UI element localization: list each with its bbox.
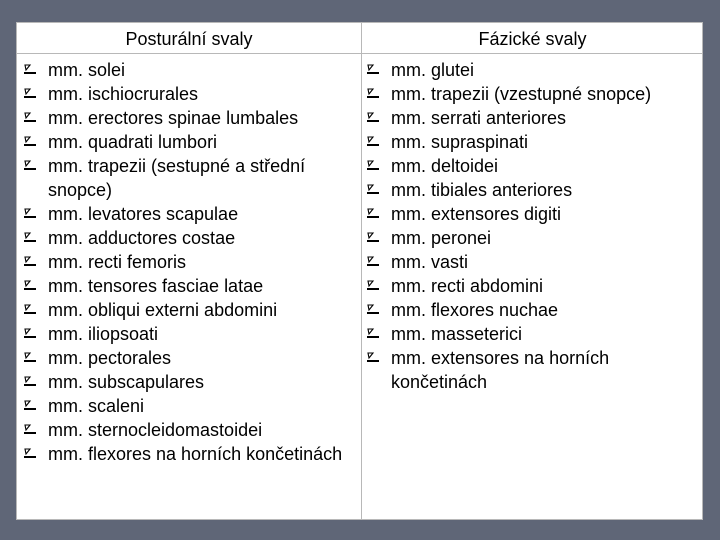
pen-dash-icon [23,328,37,340]
postural-muscle-item-text: mm. obliqui externi abdomini [48,300,278,320]
phasic-muscle-item [366,202,698,226]
postural-muscle-item [23,226,355,250]
postural-muscle-item-text: mm. trapezii (sestupné a střední snopce) [48,156,306,200]
postural-muscle-item-text: mm. adductores costae [48,228,236,248]
phasic-muscle-item-text: mm. vasti [391,252,469,272]
postural-muscle-item-text: mm. subscapulares [48,372,205,392]
postural-muscle-item [23,274,355,298]
phasic-muscle-item-text: mm. trapezii (vzestupné snopce) [391,84,652,104]
postural-muscle-item [23,130,355,154]
pen-dash-icon [23,256,37,268]
postural-muscle-item-text: mm. flexores na horních končetinách [48,444,343,464]
phasic-muscle-item [366,322,698,346]
pen-dash-icon [366,64,380,76]
pen-dash-icon [366,352,380,364]
phasic-muscle-item-text: mm. tibiales anteriores [391,180,573,200]
phasic-muscle-item-text: mm. deltoidei [391,156,499,176]
phasic-muscle-item [366,130,698,154]
postural-muscles-list [23,58,355,466]
left-column-header: Posturální svaly [125,29,253,49]
pen-dash-icon [366,256,380,268]
header-row [17,23,702,54]
postural-muscle-item [23,346,355,370]
postural-muscle-item-text: mm. recti femoris [48,252,187,272]
phasic-muscle-item [366,178,698,202]
pen-dash-icon [366,88,380,100]
postural-muscle-item [23,298,355,322]
pen-dash-icon [23,160,37,172]
phasic-muscle-item [366,82,698,106]
pen-dash-icon [23,88,37,100]
postural-muscle-item-text: mm. scaleni [48,396,145,416]
pen-dash-icon [366,304,380,316]
postural-muscle-item [23,202,355,226]
pen-dash-icon [366,112,380,124]
phasic-muscles-list [366,58,698,394]
pen-dash-icon [23,448,37,460]
phasic-muscle-item-text: mm. peronei [391,228,492,248]
phasic-muscle-item-text: mm. recti abdomini [391,276,544,296]
postural-muscle-item-text: mm. erectores spinae lumbales [48,108,299,128]
pen-dash-icon [366,160,380,172]
pen-dash-icon [23,232,37,244]
postural-muscle-item-text: mm. pectorales [48,348,172,368]
pen-dash-icon [23,112,37,124]
phasic-muscle-item-text: mm. supraspinati [391,132,529,152]
pen-dash-icon [23,280,37,292]
phasic-muscle-item [366,274,698,298]
pen-dash-icon [366,328,380,340]
phasic-muscle-item-text: mm. extensores na horních končetinách [391,348,610,392]
pen-dash-icon [23,424,37,436]
pen-dash-icon [23,400,37,412]
pen-dash-icon [23,208,37,220]
column-divider [361,23,362,519]
postural-muscle-item-text: mm. ischiocrurales [48,84,199,104]
right-column-header: Fázické svaly [478,29,587,49]
postural-muscle-item-text: mm. sternocleidomastoidei [48,420,263,440]
postural-muscle-item [23,250,355,274]
postural-muscle-item [23,370,355,394]
postural-muscle-item [23,106,355,130]
pen-dash-icon [366,280,380,292]
postural-muscle-item [23,82,355,106]
phasic-muscle-item [366,298,698,322]
phasic-muscle-item [366,106,698,130]
phasic-muscle-item [366,346,698,394]
pen-dash-icon [366,136,380,148]
postural-muscle-item-text: mm. quadrati lumbori [48,132,218,152]
pen-dash-icon [23,376,37,388]
postural-muscle-item [23,154,355,202]
phasic-muscle-item-text: mm. flexores nuchae [391,300,559,320]
pen-dash-icon [366,232,380,244]
postural-muscle-item [23,394,355,418]
postural-muscle-item [23,418,355,442]
postural-muscle-item-text: mm. solei [48,60,126,80]
pen-dash-icon [23,136,37,148]
postural-muscle-item-text: mm. tensores fasciae latae [48,276,264,296]
phasic-muscle-item [366,58,698,82]
pen-dash-icon [366,208,380,220]
postural-muscle-item-text: mm. iliopsoati [48,324,159,344]
postural-muscle-item-text: mm. levatores scapulae [48,204,239,224]
pen-dash-icon [366,184,380,196]
phasic-muscle-item [366,154,698,178]
phasic-muscle-item [366,250,698,274]
postural-muscle-item [23,442,355,466]
phasic-muscle-item-text: mm. extensores digiti [391,204,562,224]
pen-dash-icon [23,304,37,316]
phasic-muscle-item-text: mm. serrati anteriores [391,108,567,128]
phasic-muscle-item [366,226,698,250]
postural-muscle-item [23,58,355,82]
phasic-muscle-item-text: mm. masseterici [391,324,523,344]
pen-dash-icon [23,64,37,76]
muscle-table [16,22,703,520]
pen-dash-icon [23,352,37,364]
postural-muscle-item [23,322,355,346]
phasic-muscle-item-text: mm. glutei [391,60,475,80]
